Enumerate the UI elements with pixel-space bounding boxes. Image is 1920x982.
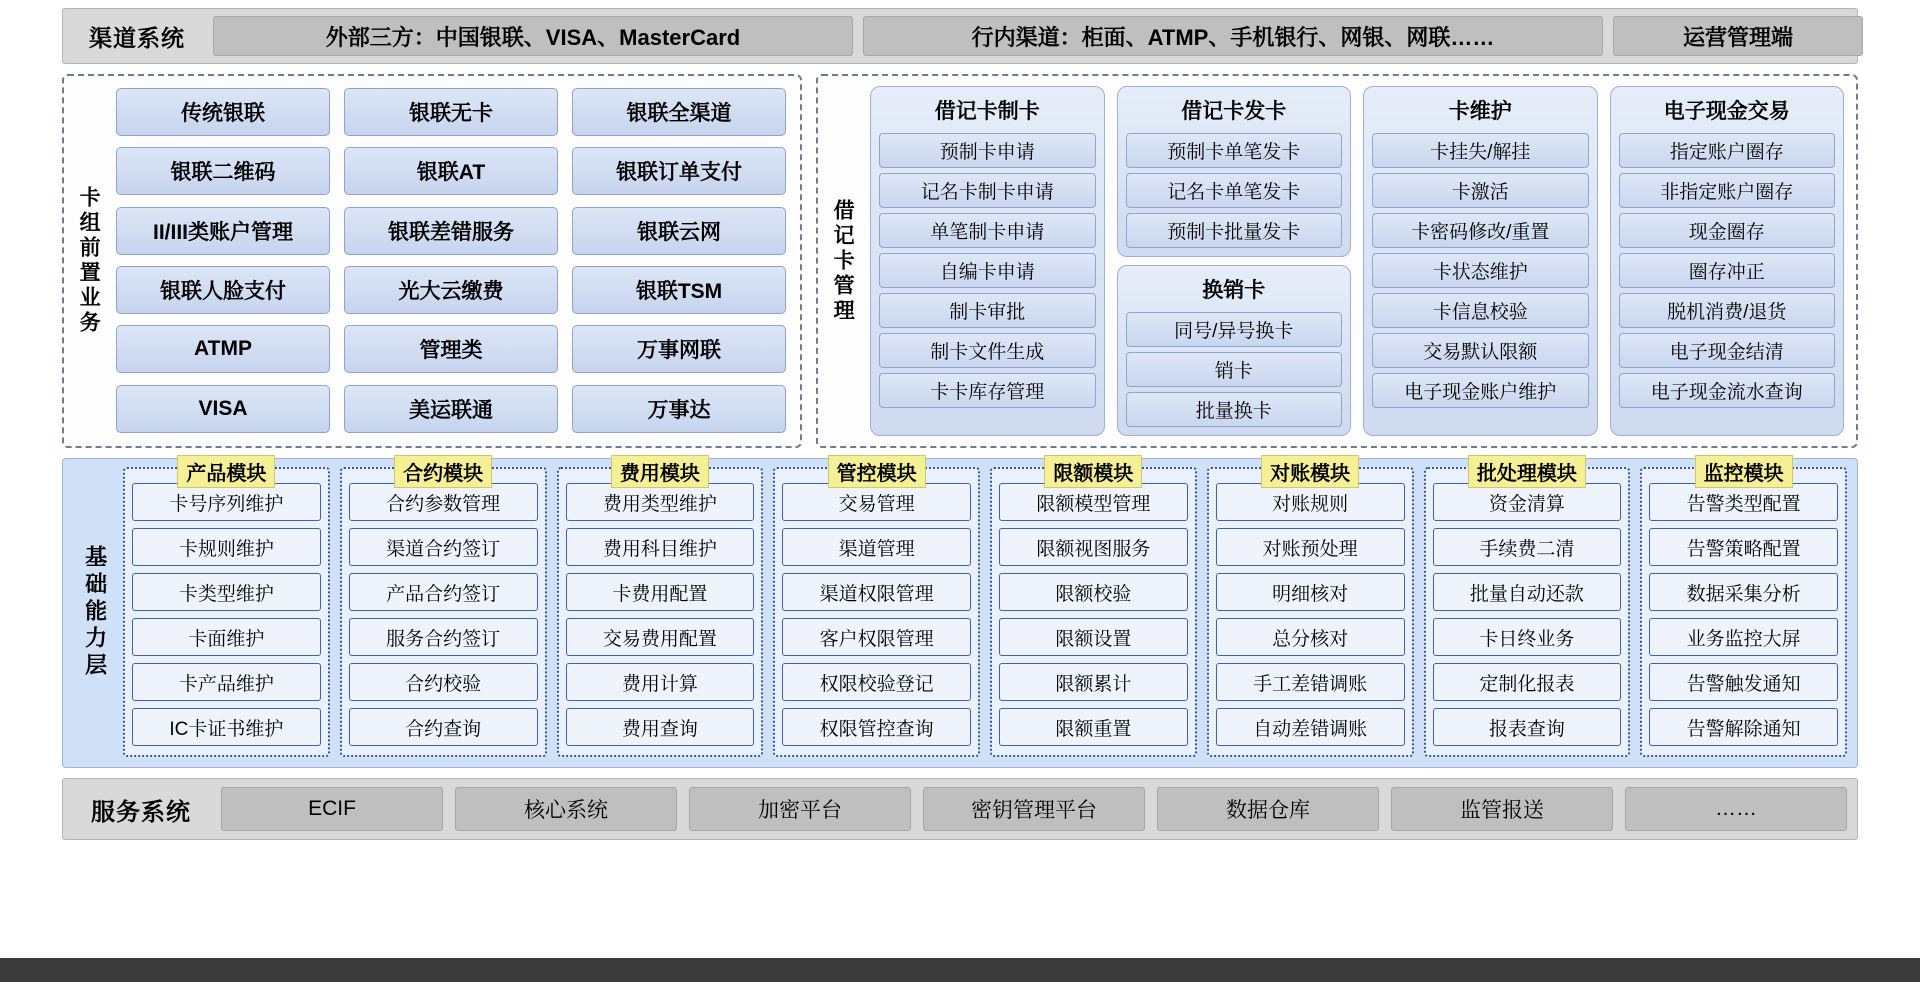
card-front-item[interactable]: 银联全渠道 — [572, 88, 786, 136]
capability-item[interactable]: 渠道管理 — [782, 528, 971, 566]
capability-column-title: 批处理模块 — [1468, 455, 1586, 488]
capability-item[interactable]: 卡号序列维护 — [132, 483, 321, 521]
capability-item[interactable]: 自动差错调账 — [1216, 708, 1405, 746]
capability-item[interactable]: 定制化报表 — [1433, 663, 1622, 701]
capability-item[interactable]: 卡费用配置 — [566, 573, 755, 611]
service-item-encryption-platform[interactable]: 加密平台 — [689, 787, 911, 831]
group-title: 换销卡 — [1202, 279, 1266, 302]
card-front-business-panel — [62, 74, 802, 448]
channel-external-third-party[interactable]: 外部三方：中国银联、VISA、MasterCard — [213, 16, 853, 56]
service-item-regulatory-reporting[interactable]: 监管报送 — [1391, 787, 1613, 831]
card-front-item[interactable]: 银联云网 — [572, 207, 786, 255]
debit-item[interactable]: 非指定账户圈存 — [1619, 173, 1836, 208]
capability-column-contract — [340, 463, 547, 757]
debit-item[interactable]: 电子现金流水查询 — [1619, 373, 1836, 408]
debit-item[interactable]: 记名卡制卡申请 — [879, 173, 1096, 208]
capability-item[interactable]: 交易管理 — [782, 483, 971, 521]
group-title: 借记卡制卡 — [934, 100, 1040, 123]
service-item-ecif[interactable]: ECIF — [221, 787, 443, 831]
capability-item[interactable]: 总分核对 — [1216, 618, 1405, 656]
debit-item[interactable]: 卡信息校验 — [1372, 293, 1589, 328]
debit-item[interactable]: 卡密码修改/重置 — [1372, 213, 1589, 248]
debit-item[interactable]: 制卡文件生成 — [879, 333, 1096, 368]
capability-item[interactable]: 权限管控查询 — [782, 708, 971, 746]
card-front-item[interactable]: 美运联通 — [344, 385, 558, 433]
capability-item[interactable]: 告警解除通知 — [1649, 708, 1838, 746]
card-front-item[interactable]: 传统银联 — [116, 88, 330, 136]
channel-system-band — [62, 8, 1858, 64]
capability-column-limit — [990, 463, 1197, 757]
debit-group-card-maintenance — [1363, 86, 1598, 436]
middle-region — [62, 74, 1858, 448]
capability-item[interactable]: 告警策略配置 — [1649, 528, 1838, 566]
capability-item[interactable]: 报表查询 — [1433, 708, 1622, 746]
architecture-diagram — [0, 8, 1920, 982]
capability-column-control — [773, 463, 980, 757]
capability-item[interactable]: 交易费用配置 — [566, 618, 755, 656]
debit-group-card-replacement — [1117, 265, 1352, 436]
debit-item[interactable]: 销卡 — [1126, 352, 1343, 387]
capability-item[interactable]: 对账预处理 — [1216, 528, 1405, 566]
debit-item[interactable]: 单笔制卡申请 — [879, 213, 1096, 248]
debit-item[interactable]: 电子现金结清 — [1619, 333, 1836, 368]
capability-item[interactable]: 限额累计 — [999, 663, 1188, 701]
debit-item[interactable]: 预制卡单笔发卡 — [1126, 133, 1343, 168]
debit-item[interactable]: 交易默认限额 — [1372, 333, 1589, 368]
channel-internal-channels[interactable]: 行内渠道：柜面、ATMP、手机银行、网银、网联…… — [863, 16, 1603, 56]
capability-item[interactable]: 权限校验登记 — [782, 663, 971, 701]
capability-item[interactable]: 手续费二清 — [1433, 528, 1622, 566]
debit-item[interactable]: 批量换卡 — [1126, 392, 1343, 427]
card-front-item[interactable]: 银联二维码 — [116, 147, 330, 195]
service-item-key-management-platform[interactable]: 密钥管理平台 — [923, 787, 1145, 831]
card-front-item[interactable]: 管理类 — [344, 325, 558, 373]
capability-item[interactable]: 卡日终业务 — [1433, 618, 1622, 656]
debit-item[interactable]: 卡挂失/解挂 — [1372, 133, 1589, 168]
capability-item[interactable]: 手工差错调账 — [1216, 663, 1405, 701]
capability-item[interactable]: 告警触发通知 — [1649, 663, 1838, 701]
capability-columns — [123, 463, 1847, 757]
card-front-business-grid — [112, 76, 800, 446]
debit-item[interactable]: 自编卡申请 — [879, 253, 1096, 288]
capability-item[interactable]: 客户权限管理 — [782, 618, 971, 656]
capability-item[interactable]: 费用科目维护 — [566, 528, 755, 566]
capability-column-title: 对账模块 — [1261, 455, 1359, 488]
card-front-item[interactable]: ATMP — [116, 325, 330, 373]
service-system-title: 服务系统 — [91, 798, 191, 826]
debit-item[interactable]: 同号/异号换卡 — [1126, 312, 1343, 347]
debit-item[interactable]: 圈存冲正 — [1619, 253, 1836, 288]
debit-item[interactable]: 卡卡库存管理 — [879, 373, 1096, 408]
service-item-more[interactable]: …… — [1625, 787, 1847, 831]
card-front-item[interactable]: 银联无卡 — [344, 88, 558, 136]
capability-column-title: 产品模块 — [177, 455, 275, 488]
capability-item[interactable]: 费用查询 — [566, 708, 755, 746]
capability-layer-label: 基础能力层 — [82, 544, 108, 680]
card-front-item[interactable]: 银联TSM — [572, 266, 786, 314]
capability-item[interactable]: 业务监控大屏 — [1649, 618, 1838, 656]
debit-item[interactable]: 指定账户圈存 — [1619, 133, 1836, 168]
card-front-item[interactable]: VISA — [116, 385, 330, 433]
debit-group-card-production — [870, 86, 1105, 436]
capability-column-fee — [557, 463, 764, 757]
capability-column-title: 监控模块 — [1695, 455, 1793, 488]
capability-column-title: 费用模块 — [611, 455, 709, 488]
capability-column-batch — [1424, 463, 1631, 757]
capability-item[interactable]: 明细核对 — [1216, 573, 1405, 611]
card-front-item[interactable]: II/III类账户管理 — [116, 207, 330, 255]
capability-item[interactable]: 合约查询 — [349, 708, 538, 746]
capability-item[interactable]: 产品合约签订 — [349, 573, 538, 611]
bottom-bar — [0, 958, 1920, 982]
card-front-item[interactable]: 万事网联 — [572, 325, 786, 373]
card-front-item[interactable]: 万事达 — [572, 385, 786, 433]
debit-group-card-issuing — [1117, 86, 1352, 257]
capability-item[interactable]: 卡规则维护 — [132, 528, 321, 566]
capability-item[interactable]: 费用计算 — [566, 663, 755, 701]
debit-group-issuing-column — [1117, 86, 1352, 436]
debit-group-ecash-transactions — [1610, 86, 1845, 436]
group-title: 卡维护 — [1448, 100, 1512, 123]
debit-item[interactable]: 卡状态维护 — [1372, 253, 1589, 288]
debit-item[interactable]: 预制卡批量发卡 — [1126, 213, 1343, 248]
capability-layer-panel — [62, 458, 1858, 768]
capability-item[interactable]: 限额模型管理 — [999, 483, 1188, 521]
capability-item[interactable]: 限额校验 — [999, 573, 1188, 611]
debit-card-management-label: 借记卡管理 — [831, 198, 855, 324]
capability-item[interactable]: 服务合约签订 — [349, 618, 538, 656]
capability-column-product — [123, 463, 330, 757]
service-item-data-warehouse[interactable]: 数据仓库 — [1157, 787, 1379, 831]
card-front-item[interactable]: 银联订单支付 — [572, 147, 786, 195]
capability-column-monitoring — [1640, 463, 1847, 757]
debit-item[interactable]: 脱机消费/退货 — [1619, 293, 1836, 328]
service-system-band — [62, 778, 1858, 840]
group-title: 电子现金交易 — [1663, 100, 1790, 123]
capability-item[interactable]: 渠道合约签订 — [349, 528, 538, 566]
capability-item[interactable]: 对账规则 — [1216, 483, 1405, 521]
debit-item[interactable]: 现金圈存 — [1619, 213, 1836, 248]
debit-item[interactable]: 记名卡单笔发卡 — [1126, 173, 1343, 208]
card-front-item[interactable]: 光大云缴费 — [344, 266, 558, 314]
capability-item[interactable]: 卡类型维护 — [132, 573, 321, 611]
capability-column-title: 合约模块 — [394, 455, 492, 488]
group-title: 借记卡发卡 — [1181, 100, 1287, 123]
capability-item[interactable]: 合约参数管理 — [349, 483, 538, 521]
service-item-core-system[interactable]: 核心系统 — [455, 787, 677, 831]
card-front-item[interactable]: 银联差错服务 — [344, 207, 558, 255]
debit-card-management-panel — [816, 74, 1858, 448]
capability-item[interactable]: 卡产品维护 — [132, 663, 321, 701]
card-front-item[interactable]: 银联AT — [344, 147, 558, 195]
capability-item[interactable]: 数据采集分析 — [1649, 573, 1838, 611]
capability-item[interactable]: 限额设置 — [999, 618, 1188, 656]
channel-system-title: 渠道系统 — [89, 24, 185, 51]
capability-item[interactable]: 告警类型配置 — [1649, 483, 1838, 521]
capability-item[interactable]: 限额视图服务 — [999, 528, 1188, 566]
debit-item[interactable]: 卡激活 — [1372, 173, 1589, 208]
debit-card-groups — [866, 76, 1856, 446]
debit-item[interactable]: 电子现金账户维护 — [1372, 373, 1589, 408]
channel-operations-console[interactable]: 运营管理端 — [1613, 16, 1863, 56]
debit-item[interactable]: 制卡审批 — [879, 293, 1096, 328]
capability-item[interactable]: 费用类型维护 — [566, 483, 755, 521]
capability-item[interactable]: 渠道权限管理 — [782, 573, 971, 611]
capability-column-reconciliation — [1207, 463, 1414, 757]
capability-item[interactable]: 卡面维护 — [132, 618, 321, 656]
debit-item[interactable]: 预制卡申请 — [879, 133, 1096, 168]
capability-column-title: 管控模块 — [828, 455, 926, 488]
card-front-business-label: 卡组前置业务 — [77, 186, 101, 336]
capability-item[interactable]: 限额重置 — [999, 708, 1188, 746]
capability-item[interactable]: IC卡证书维护 — [132, 708, 321, 746]
capability-item[interactable]: 资金清算 — [1433, 483, 1622, 521]
card-front-item[interactable]: 银联人脸支付 — [116, 266, 330, 314]
capability-column-title: 限额模块 — [1044, 455, 1142, 488]
capability-item[interactable]: 批量自动还款 — [1433, 573, 1622, 611]
capability-item[interactable]: 合约校验 — [349, 663, 538, 701]
